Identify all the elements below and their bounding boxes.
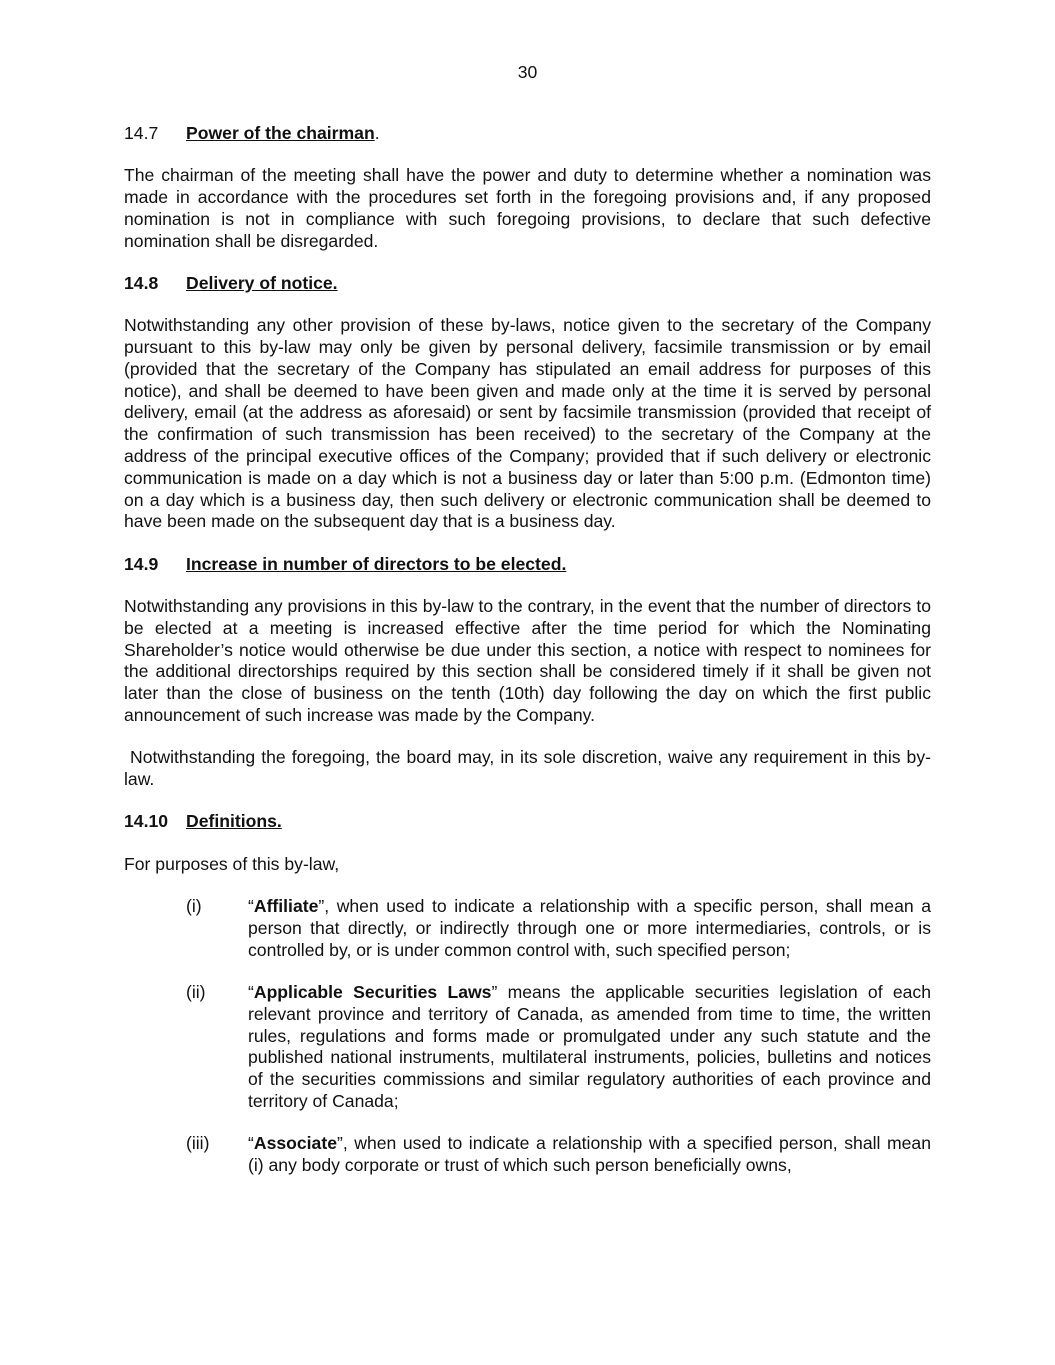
section-number: 14.9	[124, 553, 159, 574]
paragraph-14-8: Notwithstanding any other provision of these by-laws, notice given to the secretary of the Company pursuant to this by-law may only be given by personal delivery, facsimile transmission or by email (provided that the secretary of the Company has stipulated an email address for purposes of this notice), and shall be deemed to have been given and made only at the time it is served by personal delivery, email (at the address as aforesaid) or sent by facsimile transmission (provided that receipt of the confirmation of such transmission has been received) to the secretary of the Company at the address of the principal executive offices of the Company; provided that if such delivery or electronic communication is made on a day which is not a business day or later than 5:00 p.m. (Edmonton time) on a day which is a business day, then such delivery or electronic communication shall be deemed to have been made on the subsequent day that is a business day.	[124, 315, 931, 532]
definition-numeral: (i)	[186, 896, 202, 917]
definition-text: ”, when used to indicate a relationship with a specified person, shall mean (i) any body corporate or trust of which such person beneficially owns,	[248, 1133, 931, 1175]
section-heading-14-9	[124, 554, 931, 576]
section-title-suffix: .	[374, 123, 380, 143]
section-title: Definitions.	[186, 811, 282, 832]
definition-body	[248, 1133, 931, 1177]
definition-text: ”, when used to indicate a relationship with a specific person, shall mean a person that directly, or indirectly through one or more intermediaries, controls, or is controlled by, or is under common control with, such specified person;	[248, 896, 931, 960]
document-body	[124, 123, 931, 1197]
definition-item-associate	[124, 1133, 931, 1177]
definition-item-affiliate	[124, 896, 931, 961]
paragraph-14-9-2: Notwithstanding the foregoing, the board may, in its sole discretion, waive any requirement in this by-law.	[124, 747, 932, 790]
open-quote: “	[248, 1133, 254, 1154]
paragraph-14-9-1: Notwithstanding any provisions in this by-law to the contrary, in the event that the number of directors to be elected at a meeting is increased effective after the time period for which the Nominating Shareholder’s notice would otherwise be due under this section, a notice with respect to nominees for the additional directorships required by this section shall be considered timely if it shall be given not later than the close of business on the tenth (10th) day following the day on which the first public announcement of such increase was made by the Company.	[124, 596, 931, 726]
paragraph-14-10-intro: For purposes of this by-law,	[124, 853, 340, 874]
definition-term: Affiliate	[253, 896, 319, 917]
paragraph-14-7: The chairman of the meeting shall have the power and duty to determine whether a nomination was made in accordance with the procedures set forth in the foregoing provisions and, if any proposed nomination is not in compliance with such foregoing provisions, to declare that such defective nomination shall be disregarded.	[124, 165, 931, 251]
open-quote: “	[248, 981, 254, 1002]
definition-body	[248, 896, 931, 961]
definition-term: Associate	[253, 1133, 337, 1154]
section-number: 14.8	[124, 272, 159, 293]
definition-numeral: (ii)	[186, 981, 206, 1002]
open-quote: “	[248, 896, 254, 917]
definition-item-applicable-securities-laws	[124, 982, 931, 1113]
definition-numeral: (iii)	[186, 1133, 210, 1154]
section-number: 14.7	[124, 123, 159, 143]
definition-term: Applicable Securities Laws	[253, 981, 492, 1002]
section-heading-14-7	[124, 123, 931, 145]
section-title: Power of the chairman	[186, 123, 375, 143]
section-title: Delivery of notice.	[186, 272, 338, 293]
definition-body	[248, 982, 931, 1113]
section-heading-14-8	[124, 273, 931, 295]
section-heading-14-10	[124, 811, 931, 833]
section-title: Increase in number of directors to be elected.	[186, 553, 567, 574]
definition-text: ” means the applicable securities legislation of each relevant province and territory of Canada, as amended from time to time, the written rules, regulations and forms made or promulgated under any such statute and the published national instruments, multilateral instruments, policies, bulletins and notices of the securities commissions and similar regulatory authorities of each province and territory of Canada;	[248, 981, 931, 1111]
page-number: 30	[517, 62, 538, 82]
section-number: 14.10	[124, 811, 169, 832]
